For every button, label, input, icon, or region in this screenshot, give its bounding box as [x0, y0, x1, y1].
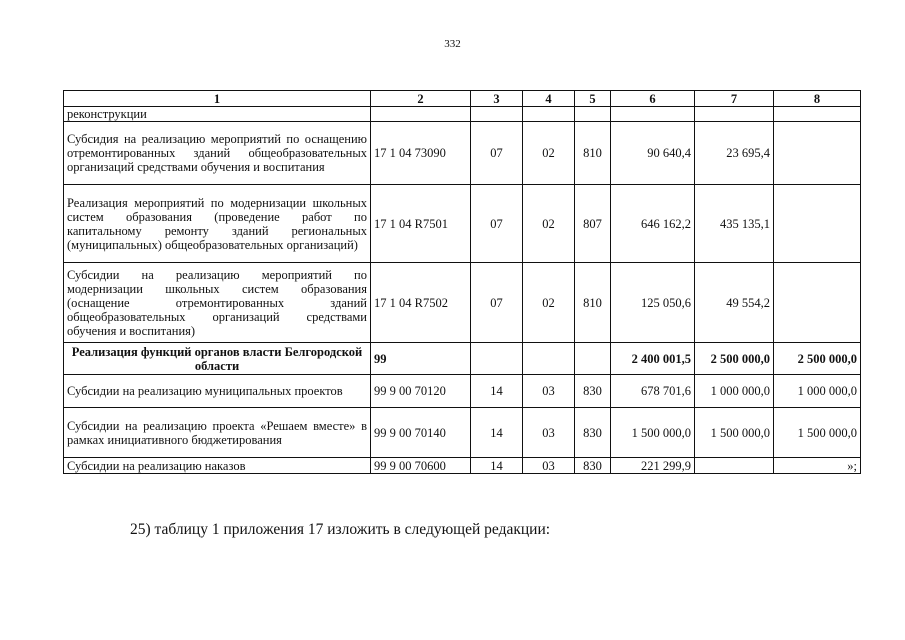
row-col5: 830: [575, 458, 611, 474]
row-col4: 03: [523, 458, 575, 474]
row-name: реконструкции: [64, 107, 371, 122]
row-code: 17 1 04 R7501: [371, 185, 471, 263]
row-code: 17 1 04 73090: [371, 122, 471, 185]
row-col6: 1 500 000,0: [611, 408, 695, 458]
row-col3: 14: [471, 458, 523, 474]
header-cell: 7: [695, 91, 774, 107]
budget-table: [63, 90, 861, 474]
row-col8: 1 000 000,0: [774, 375, 861, 408]
row-col7: 2 500 000,0: [695, 343, 774, 375]
row-col7: [695, 107, 774, 122]
row-col5: 810: [575, 263, 611, 343]
header-cell: 2: [371, 91, 471, 107]
row-col6: 125 050,6: [611, 263, 695, 343]
row-col7: 1 500 000,0: [695, 408, 774, 458]
table-row: [64, 122, 861, 185]
row-col8: [774, 107, 861, 122]
row-col4: 02: [523, 122, 575, 185]
row-col8: 1 500 000,0: [774, 408, 861, 458]
row-code: 99 9 00 70600: [371, 458, 471, 474]
row-col6: 646 162,2: [611, 185, 695, 263]
row-col4: 02: [523, 185, 575, 263]
table-row: [64, 185, 861, 263]
row-code: 99: [371, 343, 471, 375]
row-col5: 830: [575, 375, 611, 408]
header-cell: 6: [611, 91, 695, 107]
row-col6: [611, 107, 695, 122]
row-col3: 14: [471, 375, 523, 408]
row-col6: 221 299,9: [611, 458, 695, 474]
row-col3: 07: [471, 263, 523, 343]
row-col5: 807: [575, 185, 611, 263]
table-row: [64, 263, 861, 343]
row-col3: 07: [471, 122, 523, 185]
row-col8: [774, 122, 861, 185]
row-col3: [471, 107, 523, 122]
row-name: Субсидии на реализацию проекта «Решаем вместе» в рамках инициативного бюджетирования: [64, 408, 371, 458]
header-cell: 3: [471, 91, 523, 107]
row-col8: »;: [774, 458, 861, 474]
row-code: 99 9 00 70140: [371, 408, 471, 458]
header-row: [64, 91, 861, 107]
table-row: [64, 408, 861, 458]
row-name: Реализация функций органов власти Белгородской области: [64, 343, 371, 375]
row-code: [371, 107, 471, 122]
amendment-text: 25) таблицу 1 приложения 17 изложить в следующей редакции:: [130, 521, 551, 538]
header-cell: 4: [523, 91, 575, 107]
row-col5: 830: [575, 408, 611, 458]
header-cell: 5: [575, 91, 611, 107]
row-col8: [774, 185, 861, 263]
row-col7: 23 695,4: [695, 122, 774, 185]
row-col4: 03: [523, 375, 575, 408]
row-col4: [523, 343, 575, 375]
row-name: Субсидии на реализацию мероприятий по модернизации школьных систем образования (оснащение отремонтированных зданий общеобразовательных организаций средствами обучения и воспитания): [64, 263, 371, 343]
table-row: [64, 107, 861, 122]
row-col3: [471, 343, 523, 375]
row-col5: [575, 343, 611, 375]
row-col7: [695, 458, 774, 474]
page-number: 332: [444, 38, 461, 50]
row-col6: 678 701,6: [611, 375, 695, 408]
row-col5: 810: [575, 122, 611, 185]
row-code: 99 9 00 70120: [371, 375, 471, 408]
row-col4: 03: [523, 408, 575, 458]
row-name: Субсидии на реализацию наказов: [64, 458, 371, 474]
row-col8: [774, 263, 861, 343]
row-col6: 90 640,4: [611, 122, 695, 185]
header-cell: 8: [774, 91, 861, 107]
row-col5: [575, 107, 611, 122]
row-col3: 14: [471, 408, 523, 458]
row-name: Реализация мероприятий по модернизации школьных систем образования (проведение работ по капитальному ремонту зданий региональных (муниципальных) общеобразовательных организаций): [64, 185, 371, 263]
row-col7: 435 135,1: [695, 185, 774, 263]
row-code: 17 1 04 R7502: [371, 263, 471, 343]
row-col4: [523, 107, 575, 122]
row-col4: 02: [523, 263, 575, 343]
header-cell: 1: [64, 91, 371, 107]
row-name: Субсидия на реализацию мероприятий по оснащению отремонтированных зданий общеобразовательных организаций средствами обучения и воспитания: [64, 122, 371, 185]
table-row: [64, 343, 861, 375]
row-name: Субсидии на реализацию муниципальных проектов: [64, 375, 371, 408]
row-col7: 49 554,2: [695, 263, 774, 343]
table-row: [64, 375, 861, 408]
row-col6: 2 400 001,5: [611, 343, 695, 375]
row-col8: 2 500 000,0: [774, 343, 861, 375]
row-col7: 1 000 000,0: [695, 375, 774, 408]
row-col3: 07: [471, 185, 523, 263]
table-row: [64, 458, 861, 474]
